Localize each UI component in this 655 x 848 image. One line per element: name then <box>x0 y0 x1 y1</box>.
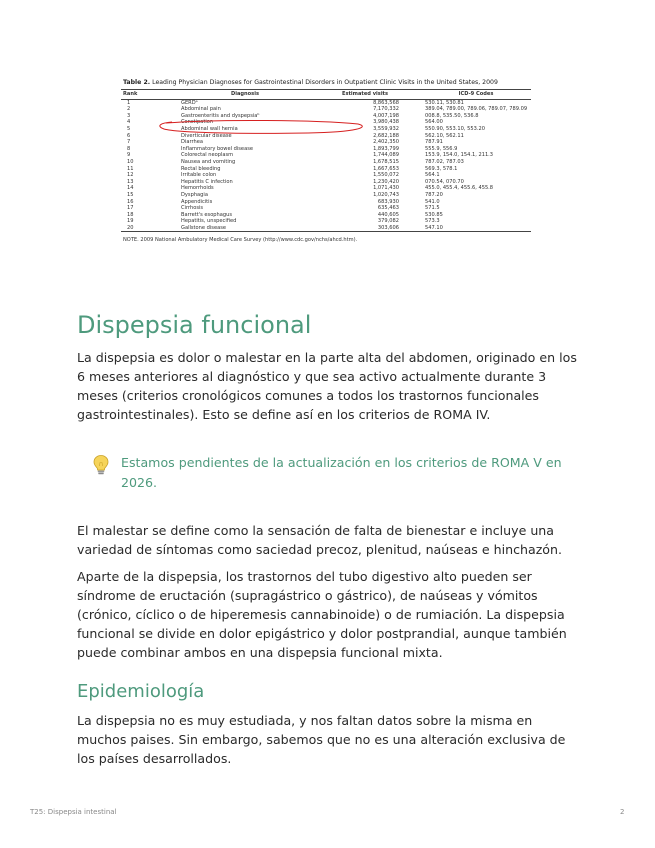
cell-diagnosis: Abdominal wall hernia <box>181 125 238 132</box>
paragraph-epidemiologia: La dispepsia no es muy estudiada, y nos faltan datos sobre la misma en muchos paises. Sin embargo, sabemos que no es una alteración exclusiva de los países desarrollados. <box>77 713 566 766</box>
cell-estimated-visits: 1,667,653 <box>373 165 399 172</box>
section-title: Dispepsia funcional <box>77 311 312 339</box>
footer-document-title: T25: Dispepsia intestinal <box>30 808 117 816</box>
cell-estimated-visits: 440,605 <box>377 211 399 218</box>
cell-estimated-visits: 1,550,072 <box>373 172 399 179</box>
cell-diagnosis: Cirrhosis <box>181 205 204 212</box>
cell-icd9-codes: 070.54, 070.70 <box>425 178 464 185</box>
cell-estimated-visits: 1,071,430 <box>373 185 399 192</box>
cell-estimated-visits: 7,170,332 <box>373 106 399 113</box>
table-row <box>121 212 531 219</box>
lightbulb-icon <box>92 454 110 476</box>
cell-diagnosis: Diarrhea <box>181 139 203 146</box>
cell-icd9-codes: 564.00 <box>425 119 443 126</box>
cell-rank: 4 <box>127 119 131 126</box>
cell-diagnosis: Gastroenteritis and dyspepsiaᵇ <box>181 112 260 119</box>
cell-estimated-visits: 1,893,799 <box>373 145 399 152</box>
cell-estimated-visits: 2,402,350 <box>373 139 399 146</box>
cell-icd9-codes: 569.3, 578.1 <box>425 165 458 172</box>
cell-rank: 10 <box>127 158 134 165</box>
table-row <box>121 218 531 225</box>
header-rank: Rank <box>123 91 138 97</box>
cell-diagnosis: Diverticular disease <box>181 132 232 139</box>
cell-estimated-visits: 8,863,568 <box>373 99 399 106</box>
cell-rank: 13 <box>127 178 134 185</box>
cell-rank: 2 <box>127 106 131 113</box>
table-row <box>121 172 531 179</box>
cell-estimated-visits: 2,682,188 <box>373 132 399 139</box>
header-diagnosis: Diagnosis <box>231 91 259 97</box>
cell-estimated-visits: 1,678,515 <box>373 158 399 165</box>
callout-note <box>92 453 562 493</box>
header-estimated-visits: Estimated visits <box>341 91 389 97</box>
cell-diagnosis: Gallstone disease <box>181 224 226 231</box>
cell-icd9-codes: 787.02, 787.03 <box>425 158 464 165</box>
table-header-row <box>121 90 531 100</box>
table-caption <box>123 79 531 86</box>
cell-diagnosis: Colorectal neoplasm <box>181 152 234 159</box>
footer-page-number: 2 <box>620 808 625 816</box>
cell-icd9-codes: 008.8, 535.50, 536.8 <box>425 112 479 119</box>
table-figure <box>121 79 531 243</box>
cell-rank: 1 <box>127 99 131 106</box>
table-row <box>121 179 531 186</box>
cell-rank: 8 <box>127 145 131 152</box>
cell-estimated-visits: 683,930 <box>377 198 399 205</box>
cell-rank: 9 <box>127 152 131 159</box>
cell-estimated-visits: 379,082 <box>377 218 399 225</box>
cell-rank: 15 <box>127 191 134 198</box>
cell-diagnosis: Appendicitis <box>181 198 213 205</box>
cell-diagnosis: GERDᵃ <box>181 99 198 106</box>
cell-icd9-codes: 555.9, 556.9 <box>425 145 458 152</box>
cell-estimated-visits: 1,020,743 <box>373 191 399 198</box>
cell-estimated-visits: 635,463 <box>377 205 399 212</box>
table-row <box>121 192 531 199</box>
cell-icd9-codes: 573.3 <box>425 218 440 225</box>
cell-diagnosis: Hepatitis, unspecified <box>181 218 237 225</box>
subsection-title-epidemiologia: Epidemiología <box>77 681 205 702</box>
table-label: Table 2. <box>123 79 151 86</box>
cell-icd9-codes: 530.85 <box>425 211 443 218</box>
cell-icd9-codes: 550.90, 553.10, 553.20 <box>425 125 485 132</box>
table-note: NOTE. 2009 National Ambulatory Medical Care Survey (http://www.cdc.gov/nchs/ahcd.htm). <box>123 237 358 244</box>
table-row <box>121 225 531 232</box>
table-caption-text: Leading Physician Diagnoses for Gastrointestinal Disorders in Outpatient Clinic Visits in the United States, 2009 <box>152 79 498 86</box>
cell-icd9-codes: 541.0 <box>425 198 440 205</box>
cell-diagnosis: Constipation <box>181 119 214 126</box>
cell-icd9-codes: 530.11, 530.81 <box>425 99 464 106</box>
table-row <box>121 199 531 206</box>
table-row <box>121 185 531 192</box>
cell-rank: 16 <box>127 198 134 205</box>
table-row <box>121 159 531 166</box>
cell-estimated-visits: 303,606 <box>377 224 399 231</box>
cell-diagnosis: Rectal bleeding <box>181 165 221 172</box>
table-row <box>121 152 531 159</box>
cell-rank: 20 <box>127 224 134 231</box>
diagnoses-table <box>121 89 531 232</box>
callout-text: Estamos pendientes de la actualización en los criterios de ROMA V en 2026. <box>121 455 562 490</box>
cell-estimated-visits: 3,980,438 <box>373 119 399 126</box>
cell-diagnosis: Barrett's esophagus <box>181 211 233 218</box>
header-icd9-codes: ICD-9 Codes <box>458 91 494 97</box>
cell-icd9-codes: 153.9, 154.0, 154.1, 211.3 <box>425 152 494 159</box>
table-row <box>121 146 531 153</box>
paragraph-malestar: El malestar se define como la sensación de falta de bienestar e incluye una variedad de síntomas como saciedad precoz, plenitud, naúseas e hinchazón. <box>77 523 562 557</box>
cell-icd9-codes: 787.91 <box>425 139 443 146</box>
cell-estimated-visits: 1,230,420 <box>373 178 399 185</box>
cell-rank: 11 <box>127 165 134 172</box>
table-row <box>121 99 531 106</box>
table-row <box>121 166 531 173</box>
table-row <box>121 113 531 120</box>
table-row <box>121 205 531 212</box>
cell-diagnosis: Inflammatory bowel disease <box>181 145 253 152</box>
cell-rank: 5 <box>127 125 131 132</box>
cell-diagnosis: Hepatitis C infection <box>181 178 233 185</box>
cell-rank: 12 <box>127 172 134 179</box>
cell-diagnosis: Irritable colon <box>181 172 217 179</box>
paragraph-trastornos: Aparte de la dispepsia, los trastornos del tubo digestivo alto pueden ser síndrome de eructación (supragástrico o gástrico), de naúseas y vómitos (crónico, cíclico o de hiperemesis cannabinoide) o de rumiación. La dispepsia funcional se divide en dolor epigástrico y dolor postprandial, aunque también puede combinar ambos en una dispepsia funcional mixta. <box>77 569 567 660</box>
cell-diagnosis: Dysphagia <box>181 191 208 198</box>
cell-rank: 19 <box>127 218 134 225</box>
cell-icd9-codes: 455.0, 455.4, 455.6, 455.8 <box>425 185 494 192</box>
cell-diagnosis: Hemorrhoids <box>181 185 214 192</box>
cell-rank: 3 <box>127 112 131 119</box>
cell-rank: 6 <box>127 132 131 139</box>
cell-rank: 17 <box>127 205 134 212</box>
handdrawn-highlight-ellipse <box>158 120 366 134</box>
cell-rank: 14 <box>127 185 134 192</box>
cell-estimated-visits: 1,744,089 <box>373 152 399 159</box>
paragraph-definition: La dispepsia es dolor o malestar en la parte alta del abdomen, originado en los 6 meses anteriores al diagnóstico y que sea activo actualmente durante 3 meses (criterios cronológicos comunes a todos los trastornos funcionales gastrointestinales). Esto se define así en los criterios de ROMA IV. <box>77 350 577 422</box>
table-row <box>121 139 531 146</box>
cell-estimated-visits: 3,559,932 <box>373 125 399 132</box>
cell-estimated-visits: 4,007,198 <box>373 112 399 119</box>
table-row <box>121 106 531 113</box>
cell-icd9-codes: 389.04, 789.00, 789.06, 789.07, 789.09 <box>425 106 528 113</box>
cell-diagnosis: Nausea and vomiting <box>181 158 236 165</box>
cell-rank: 18 <box>127 211 134 218</box>
cell-icd9-codes: 571.5 <box>425 205 440 212</box>
cell-icd9-codes: 787.20 <box>425 191 443 198</box>
cell-rank: 7 <box>127 139 131 146</box>
cell-icd9-codes: 562.10, 562.11 <box>425 132 464 139</box>
cell-icd9-codes: 564.1 <box>425 172 440 179</box>
cell-diagnosis: Abdominal pain <box>181 106 221 113</box>
cell-icd9-codes: 547.10 <box>425 224 443 231</box>
